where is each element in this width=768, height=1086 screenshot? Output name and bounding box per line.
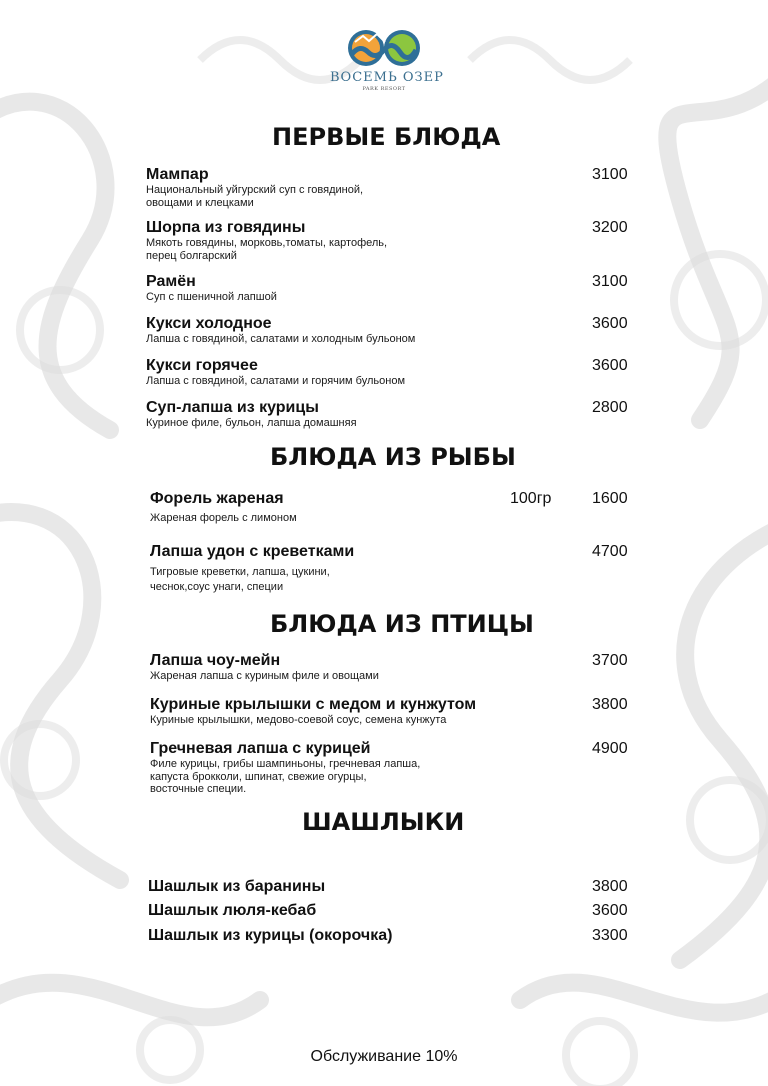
- dish-price: 4900: [592, 740, 628, 757]
- section-title: ПЕРВЫЕ БЛЮДА: [272, 123, 501, 151]
- dish-price: 3800: [592, 878, 628, 895]
- dish-price: 3600: [592, 357, 628, 374]
- dish-name: Кукси холодное: [146, 315, 272, 332]
- dish-description: Лапша с говядиной, салатами и горячим бульоном: [146, 375, 406, 387]
- menu-item: [146, 219, 646, 262]
- dish-description: Филе курицы, грибы шампиньоны, гречневая лапша, капуста брокколи, шпинат, свежие огурцы, восточные специи.: [150, 758, 421, 795]
- dish-name: Шашлык из курицы (окорочка): [148, 927, 393, 944]
- menu-item: [150, 740, 650, 796]
- menu-item: [150, 696, 650, 727]
- dish-price: 3100: [592, 166, 628, 183]
- dish-description: Куриные крылышки, медово-соевой соус, семена кунжута: [150, 714, 447, 726]
- service-note: Обслуживание 10%: [310, 1048, 458, 1065]
- dish-price: 4700: [592, 543, 628, 560]
- dish-price: 3800: [592, 696, 628, 713]
- dish-name: Шашлык из баранины: [148, 878, 326, 895]
- resort-logo: [330, 28, 444, 92]
- section-title: ШАШЛЫКИ: [302, 808, 465, 836]
- dish-name: Шорпа из говядины: [146, 219, 306, 236]
- dish-name: Мампар: [146, 166, 209, 183]
- dish-name: Рамён: [146, 273, 196, 290]
- dish-price: 3300: [592, 927, 628, 944]
- dish-name: Кукси горячее: [146, 357, 258, 374]
- dish-price: 3700: [592, 652, 628, 669]
- dish-name: Суп-лапша из курицы: [146, 399, 319, 416]
- menu-item: [146, 399, 646, 430]
- dish-price: 3600: [592, 315, 628, 332]
- dish-price: 1600: [592, 490, 628, 507]
- dish-name: Лапша чоу-мейн: [150, 652, 281, 669]
- dish-name: Куриные крылышки с медом и кунжутом: [150, 696, 477, 713]
- brand-subtitle: PARK RESORT: [362, 86, 406, 92]
- menu-item: [146, 357, 646, 388]
- menu-item: [146, 315, 646, 346]
- dish-description: Суп с пшеничной лапшой: [146, 291, 277, 303]
- dish-price: 2800: [592, 399, 628, 416]
- dish-name: Шашлык люля-кебаб: [148, 902, 317, 919]
- dish-name: Лапша удон с креветками: [150, 543, 355, 560]
- section-title: БЛЮДА ИЗ ПТИЦЫ: [270, 610, 534, 638]
- dish-price: 3100: [592, 273, 628, 290]
- dish-name: Форель жареная: [150, 490, 284, 507]
- dish-description: Жареная лапша с куриным филе и овощами: [150, 670, 379, 682]
- menu-item: [148, 927, 648, 945]
- dish-description: Жареная форель с лимоном: [150, 512, 297, 524]
- dish-description: Лапша с говядиной, салатами и холодным бульоном: [146, 333, 416, 345]
- menu-item: [146, 166, 646, 209]
- menu-item: [150, 543, 650, 595]
- menu-item: [146, 273, 646, 304]
- menu-item: [150, 652, 650, 683]
- menu-item: [148, 902, 648, 920]
- dish-price: 3600: [592, 902, 628, 919]
- lakes-emblem-icon: [347, 28, 421, 68]
- brand-name: ВОСЕМЬ ОЗЕР: [330, 70, 444, 85]
- menu-item: [148, 878, 648, 896]
- dish-description: Тигровые креветки, лапша, цукини, чеснок,соус унаги, специи: [150, 566, 330, 593]
- dish-weight: 100гр: [510, 490, 552, 507]
- section-title: БЛЮДА ИЗ РЫБЫ: [270, 443, 516, 471]
- dish-description: Мякоть говядины, морковь,томаты, картофель, перец болгарский: [146, 237, 388, 262]
- dish-name: Гречневая лапша с курицей: [150, 740, 371, 757]
- menu-item: [150, 490, 650, 525]
- dish-price: 3200: [592, 219, 628, 236]
- dish-description: Национальный уйгурский суп с говядиной, овощами и клецками: [146, 184, 364, 209]
- dish-description: Куриное филе, бульон, лапша домашняя: [146, 417, 357, 429]
